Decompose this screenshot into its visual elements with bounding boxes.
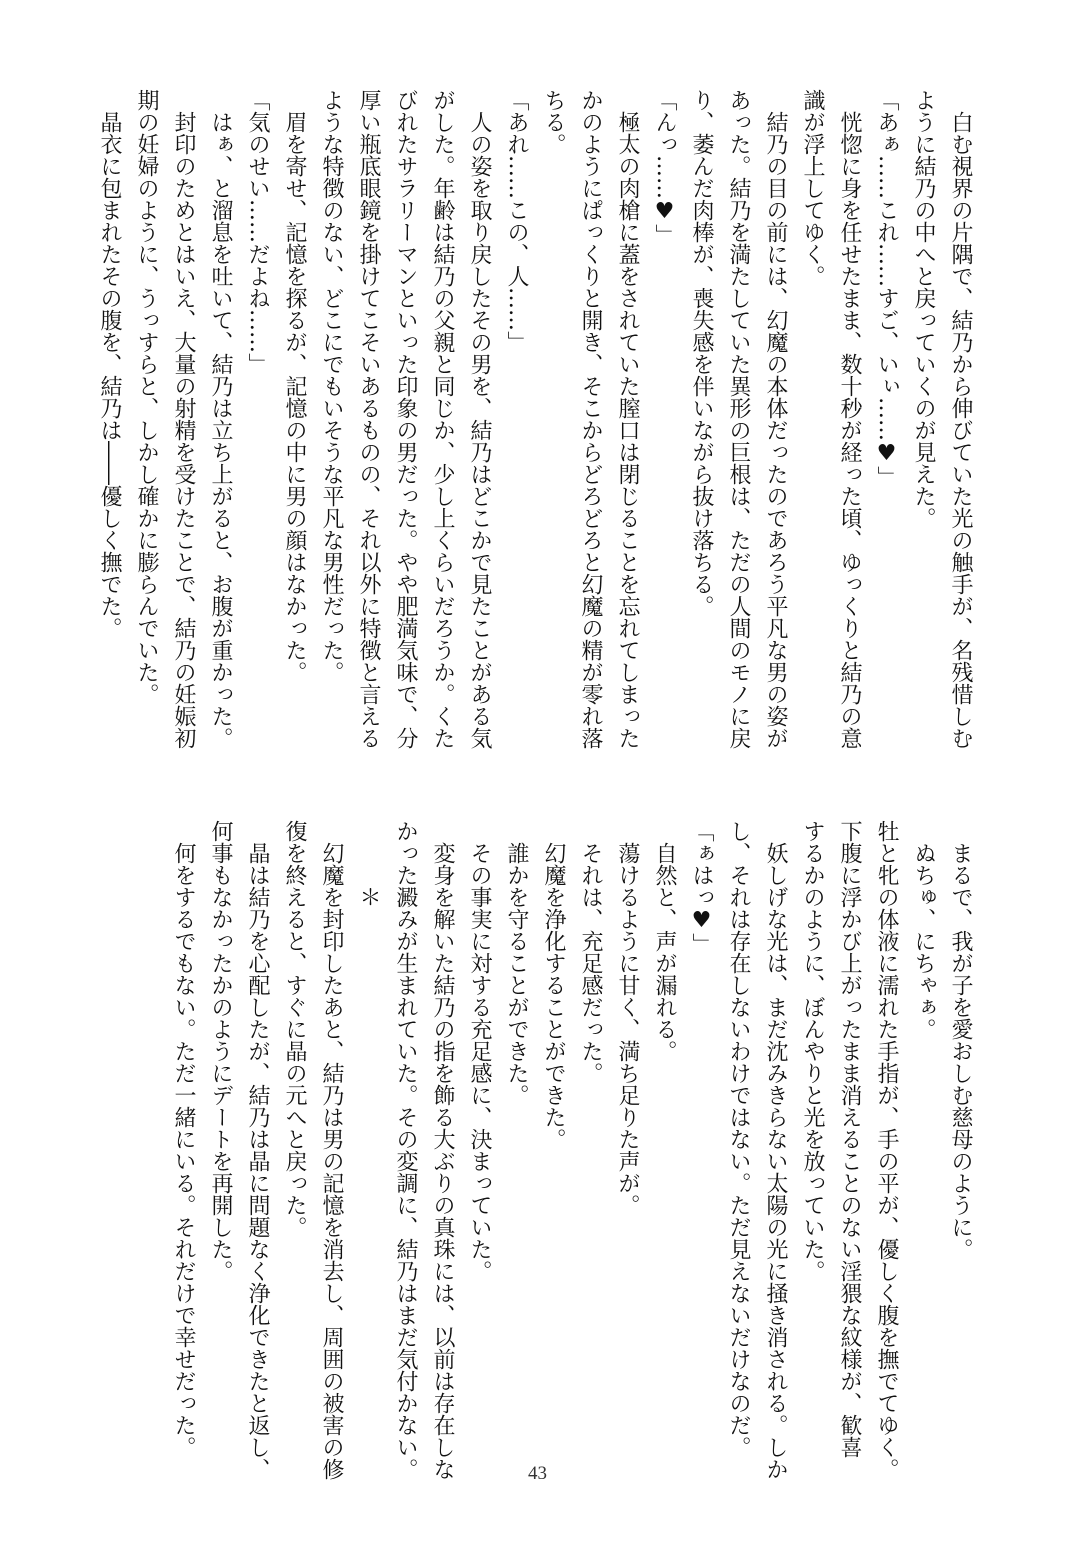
- text-line: 変身を解いた結乃の指を飾る大ぶりの真珠には、以前は存在しな: [430, 842, 455, 1480]
- text-line: まるで、我が子を愛おしむ慈母のように。: [948, 842, 973, 1260]
- text-line: 極太の肉槍に蓋をされていた膣口は閉じることを忘れてしまった: [615, 111, 640, 749]
- text-line: 何事もなかったかのようにデートを再開した。: [208, 820, 233, 1282]
- text-line: 「ぁはっ♥」: [689, 820, 714, 955]
- section-separator: ＊: [356, 886, 381, 908]
- text-line: 「あれ……この、人……」: [504, 89, 529, 353]
- text-line: するかのように、ぼんやりと光を放っていた。: [800, 820, 825, 1282]
- lower-text-tier: [91, 820, 979, 1490]
- text-line: 蕩けるように甘く、満ち足りた声が。: [615, 842, 640, 1216]
- text-line: 「気のせい……だよね……」: [245, 89, 270, 375]
- text-line: 復を終えると、すぐに晶の元へと戻った。: [282, 820, 307, 1238]
- text-line: 自然と、声が漏れる。: [652, 842, 677, 1062]
- text-line: ぬちゅ、にちゃぁ。: [911, 842, 936, 1040]
- text-line: 妖しげな光は、まだ沈みきらない太陽の光に掻き消される。しか: [763, 842, 788, 1480]
- page-number: 43: [528, 1463, 547, 1484]
- text-line: 厚い瓶底眼鏡を掛けてこそいあるものの、それ以外に特徴と言える: [356, 89, 381, 749]
- text-line: 白む視界の片隅で、結乃から伸びていた光の触手が、名残惜しむ: [948, 111, 973, 749]
- text-line: 結乃の目の前には、幻魔の本体だったのであろう平凡な男の姿が: [763, 111, 788, 749]
- text-line: 恍惚に身を任せたまま、数十秒が経った頃、ゆっくりと結乃の意: [837, 111, 862, 749]
- text-line: 「んっ……♥」: [652, 89, 677, 246]
- text-line: あった。結乃を満たしていた異形の巨根は、ただの人間のモノに戻: [726, 89, 751, 749]
- text-line: その事実に対する充足感に、決まっていた。: [467, 842, 492, 1282]
- text-line: ように結乃の中へと戻っていくのが見えた。: [911, 89, 936, 529]
- upper-text-tier: [91, 89, 979, 759]
- text-line: 牡と牝の体液に濡れた手指が、手の平が、優しく腹を撫でてゆく。: [874, 820, 899, 1480]
- text-line: 期の妊婦のように、うっすらと、しかし確かに膨らんでいた。: [134, 89, 159, 705]
- text-line: 幻魔を封印したあと、結乃は男の記憶を消去し、周囲の被害の修: [319, 842, 344, 1480]
- text-line: それは、充足感だった。: [578, 842, 603, 1084]
- text-line: 下腹に浮かび上がったまま消えることのない淫猥な紋様が、歓喜: [837, 820, 862, 1458]
- text-line: がした。年齢は結乃の父親と同じか、少し上くらいだろうか。くた: [430, 89, 455, 749]
- text-line: 「あぁ……これ……すご、いぃ……♥」: [874, 89, 899, 488]
- text-line: かった澱みが生まれていた。その変調に、結乃はまだ気付かない。: [393, 820, 418, 1480]
- text-line: 眉を寄せ、記憶を探るが、記憶の中に男の顔はなかった。: [282, 111, 307, 683]
- text-line: ちる。: [541, 89, 566, 155]
- text-line: 識が浮上してゆく。: [800, 89, 825, 287]
- text-line: ような特徴のない、どこにでもいそうな平凡な男性だった。: [319, 89, 344, 683]
- text-line: びれたサラリーマンといった印象の男だった。やや肥満気味で、分: [393, 89, 418, 749]
- text-line: 人の姿を取り戻したその男を、結乃はどこかで見たことがある気: [467, 111, 492, 749]
- text-line: 晶は結乃を心配したが、結乃は晶に問題なく浄化できたと返し、: [245, 842, 270, 1480]
- text-line: し、それは存在しないわけではない。ただ見えないだけなのだ。: [726, 820, 751, 1458]
- text-line: 幻魔を浄化することができた。: [541, 842, 566, 1150]
- text-line: り、萎んだ肉棒が、喪失感を伴いながら抜け落ちる。: [689, 89, 714, 617]
- text-line: かのようにぱっくりと開き、そこからどろどろと幻魔の精が零れ落: [578, 89, 603, 749]
- text-line: はぁ、と溜息を吐いて、結乃は立ち上がると、お腹が重かった。: [208, 111, 233, 749]
- text-line: 誰かを守ることができた。: [504, 842, 529, 1106]
- text-line: 何をするでもない。ただ一緒にいる。それだけで幸せだった。: [171, 842, 196, 1458]
- text-line: 封印のためとはいえ、大量の射精を受けたことで、結乃の妊娠初: [171, 111, 196, 749]
- text-line: 晶衣に包まれたその腹を、結乃は――優しく撫でた。: [97, 111, 122, 639]
